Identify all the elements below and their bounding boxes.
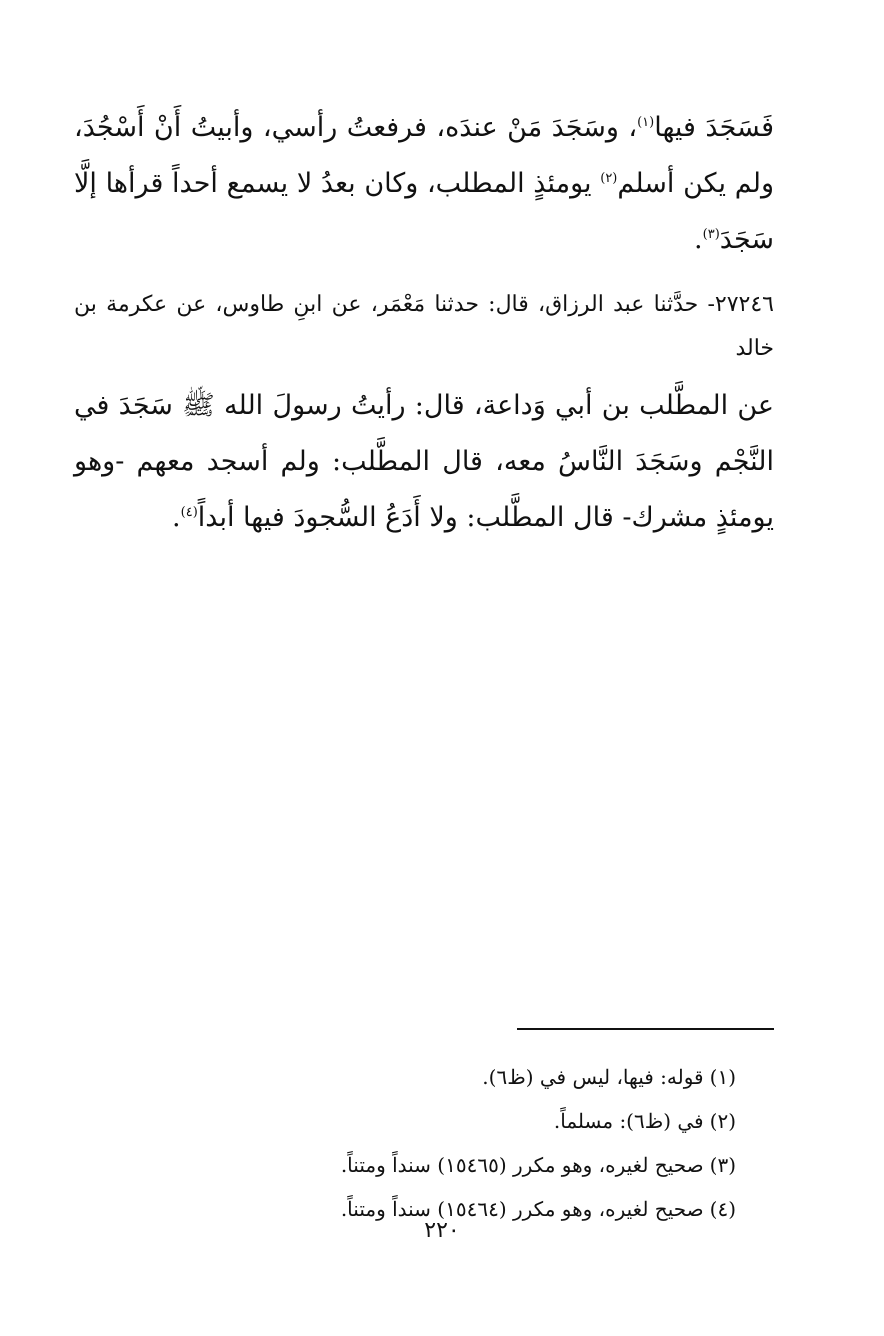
paragraph-1-text-a: فَسَجَدَ فيها — [654, 112, 774, 143]
paragraph-3-text-a: عن المطَّلب بن أبي وَداعة، قال: رأيتُ رسولَ الله ﷺ سَجَدَ في النَّجْم وسَجَدَ النَّاسُ معه، قال المطَّلب: ولم أسجد معهم -وهو يومئذٍ مشرك- قال المطَّلب: ولا أَدَعُ السُّجودَ فيها أبداً — [74, 390, 774, 533]
footnote-item — [200, 1055, 736, 1099]
page-number: ٢٢٠ — [424, 1218, 460, 1243]
footnote-ref-2[interactable]: (٢) — [600, 171, 618, 186]
footnote-number: (٢) — [709, 1109, 736, 1133]
footnote-ref-1[interactable]: (١) — [637, 115, 655, 130]
body-paragraph-1 — [74, 100, 774, 268]
footnote-text: قوله: فيها، ليس في (ظ٦). — [482, 1065, 704, 1089]
paragraph-1-text-d: . — [694, 224, 703, 255]
footnote-ref-4[interactable]: (٤) — [180, 505, 198, 520]
footnote-ref-3[interactable]: (٣) — [702, 227, 720, 242]
footnotes-list — [200, 1055, 736, 1231]
footnote-text: صحيح لغيره، وهو مكرر (١٥٤٦٥) سنداً ومتناً. — [340, 1153, 704, 1177]
footnote-item — [200, 1099, 736, 1143]
footnote-number: (٣) — [709, 1153, 736, 1177]
footnote-number: (١) — [709, 1065, 736, 1089]
footnote-number: (٤) — [709, 1197, 736, 1221]
footnote-text: صحيح لغيره، وهو مكرر (١٥٤٦٤) سنداً ومتناً. — [340, 1197, 704, 1221]
body-paragraph-3 — [74, 378, 774, 546]
paragraph-3-text-b: . — [172, 502, 181, 533]
footnote-separator-rule — [517, 1028, 774, 1030]
hadith-isnad: ٢٧٢٤٦- حدَّثنا عبد الرزاق، قال: حدثنا مَعْمَر، عن ابنِ طاوس، عن عكرمة بن خالد — [74, 292, 774, 361]
footnote-item — [200, 1143, 736, 1187]
paragraph-1-text-c: يومئذٍ المطلب، وكان بعدُ لا يسمع أحداً قرأها إلَّا سَجَدَ — [74, 168, 774, 255]
footnote-text: في (ظ٦): مسلماً. — [553, 1109, 704, 1133]
paragraph-1-text-b: ، وسَجَدَ مَنْ عندَه، فرفعتُ رأسي، وأبيتُ أَنْ أَسْجُدَ، ولم يكن أسلم — [74, 112, 774, 199]
